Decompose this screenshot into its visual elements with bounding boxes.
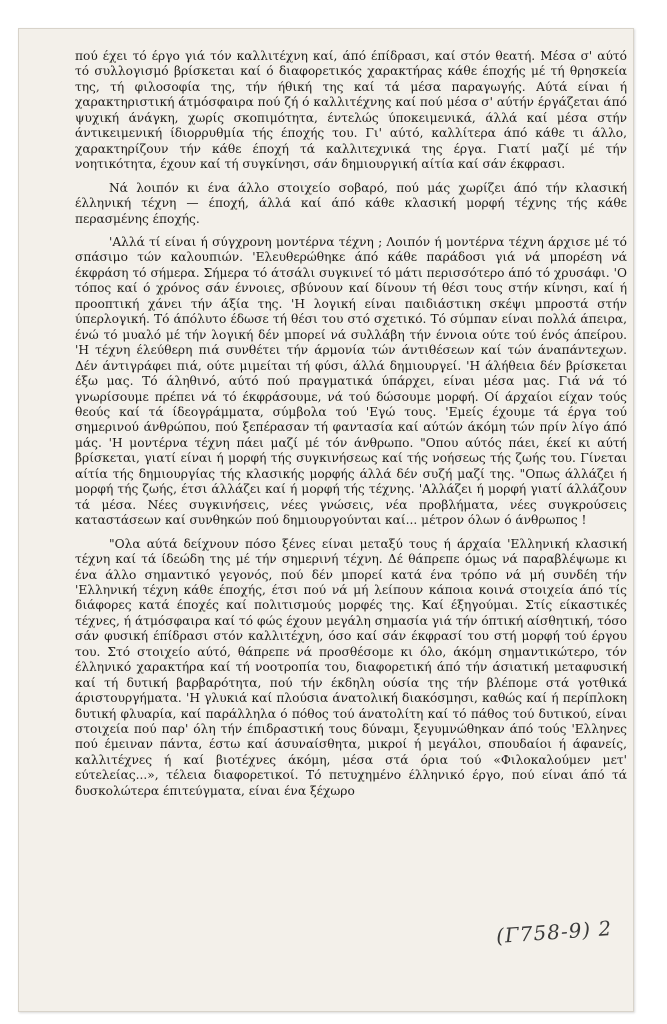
paragraph-3: 'Αλλά τί είναι ή σύγχρονη μοντέρνα τέχνη ; Λοιπόν ή μοντέρνα τέχνη άρχισε μέ τό σπάσιμο τών καλουπιών. 'Ελευθερώθηκε άπό κάθε παράδοσι γιά νά μπορέση νά έκφράση τό σήμερα. Σήμερα τό άτσάλι συγκινεί τό μάτι περισσότερο άπό τό χρυσάφι. 'Ο τόπος καί ό χρόνος σάν έννοιες, σβύνουν καί δίνουν τή θέσι τους στήν κίνησι, καί ή προοπτική χάνει τήν άξία της. 'Η λογική είναι παιδιάστικη σκέψι μπροστά στήν ύπερλογική. Τό άπόλυτο έδωσε τή θέσι του στό σχετικό. Τό σύμπαν είναι πολλά άπειρα, ένώ τό μυαλό μέ τήν λογική δέν μπορεί νά συλλάβη τήν έννοια ούτε τού ένός άπείρου. 'Η τέχνη έλεύθερη πιά συνθέτει τήν άρμονία τών άντιθέσεων καί τών άναπάντεχων. Δέν άντιγράφει πιά, ούτε μιμείται τή φύσι, άλλά δημιουργεί. 'Η άλήθεια δέν βρίσκεται έξω μας. Τό άληθινό, αύτό πού πραγματικά ύπάρχει, είναι μέσα μας. Γιά νά τό γνωρίσουμε πρέπει νά τό έκφράσουμε, νά τού δώσουμε μορφή. Οί άρχαίοι είχαν τούς θεούς καί τά ίδεογράμματα, σύμβολα τού 'Εγώ τους. 'Εμείς έχουμε τά έργα τού σημερινού άνθρώπου, πού ξεπέρασαν τή φαντασία καί αύτών άκόμη τών πρίν λίγο άπό μάς. 'Η μοντέρνα τέχνη πάει μαζί μέ τόν άνθρωπο. "Οπου αύτός πάει, έκεί κι αύτή βρίσκεται, γιατί είναι ή μορφή τής συγκινήσεως καί τής νοήσεως τής ζωής του. Γίνεται αίτία τής δημιουργίας τής κλασικής μορφής άλλά δέν συζή μαζί της. "Οπως άλλάζει ή μορφή τής ζωής, έτσι άλλάζει καί ή μορφή τής τέχνης. 'Αλλάζει ή μορφή γιατί άλλάζουν τά μέσα. Νέες συγκινήσεις, νέες γνώσεις, νέα προβλήματα, νέες συγκρούσεις καταστάσεων καί συνθηκών πού δημιουργούνται καί... μέτρον όλων ό άνθρωπος !	[75, 234, 627, 528]
document-body	[75, 49, 627, 799]
paragraph-4: "Ολα αύτά δείχνουν πόσο ξένες είναι μεταξύ τους ή άρχαία 'Ελληνική κλασική τέχνη καί τά ίδεώδη της μέ τήν σημερινή τέχνη. Δέ θάπρεπε όμως νά παραβλέψωμε κι ένα άλλο σημαντικό γεγονός, πού δέν μπορεί κατά ένα τρόπο νά μή συνδέη τήν 'Ελληνική τέχνη κάθε έποχής, έτσι πού νά μή λείπουν κάποια κοινά στοιχεία άπό τίς διάφορες κατά έποχές καί πολιτισμούς μορφές της. Καί έξηγούμαι. Στίς είκαστικές τέχνες, ή άτμόσφαιρα καί τό φώς έχουν μεγάλη σημασία γιά τήν όπτική αίσθητική, τόσο σάν φυσική έπίδρασι στόν καλλιτέχνη, όσο καί σάν έκφρασί του στή μορφή τού έργου του. Στό στοιχείο αύτό, θάπρεπε νά προσθέσομε κι όλο, άκόμη σημαντικώτερο, τόν έλληνικό χαρακτήρα καί τή νοοτροπία του, διαφορετική άπό τήν άσιατική μεταφυσική καί τή δυτική βαρβαρότητα, πού τήν έκδηλη ούσία της τήν βλέπομε στά γοτθικά άριστουργήματα. 'Η γλυκιά καί πλούσια άνατολική διακόσμησι, καθώς καί ή περίπλοκη δυτική φλυαρία, καί παράλληλα ό πόθος τού άνατολίτη καί τό πάθος τού δυτικού, είναι στοιχεία πού παρ' όλη τήν έπιδραστική τους δύναμι, ξεγυμνώθηκαν άπό τούς 'Ελληνες πού έμειναν πάντα, έστω καί άσυναίσθητα, μικροί ή μεγάλοι, σπουδαίοι ή άφανείς, καλλιτέχνες ή καί βιοτέχνες άκόμη, μέσα στά όρια τού «Φιλοκαλούμεν μετ' εύτελείας...», τέλεια διαφορετικοί. Τό πετυχημένο έλληνικό έργο, πού είναι άπό τά δυσκολώτερα έπιτεύγματα, είναι ένα ξέχωρο	[75, 536, 627, 798]
paragraph-1: πού έχει τό έργο γιά τόν καλλιτέχνη καί, άπό έπίδρασι, καί στόν θεατή. Μέσα σ' αύτό τό συλλογισμό βρίσκεται καί ό διαφορετικός χαρακτήρας κάθε έποχής μέ τή θρησκεία της, τή φιλοσοφία της, τήν ήθική της καί τά μέσα παραγωγής. Αύτά είναι ή χαρακτηριστική άτμόσφαιρα πού ζή ό καλλιτέχνης καί πού μέσα σ' αύτήν έργάζεται άπό ψυχική άνάγκη, χωρίς σκοπιμότητα, έντελώς ύποκειμενικά, άλλά καί μέσα στήν άντικειμενική ίδιορρυθμία τής έποχής του. Γι' αύτό, καλλίτερα άπό κάθε τι άλλο, χαρακτηρίζουν τήν κάθε έποχή τά καλλιτεχνικά της έργα. Γιατί μαζί μέ τήν νοητικότητα, έχουν καί τή συγκίνησι, σάν δημιουργική αίτία καί σάν έκφρασι.	[75, 49, 627, 172]
handwritten-archive-note: (Γ758-9) 2	[495, 915, 613, 949]
document-page	[18, 28, 634, 1012]
paragraph-2: Νά λοιπόν κι ένα άλλο στοιχείο σοβαρό, πού μάς χωρίζει άπό τήν κλασική έλληνική τέχνη — έποχή, άλλά καί άπό κάθε κλασική μορφή τέχνης τής κάθε περασμένης έποχής.	[75, 180, 627, 226]
